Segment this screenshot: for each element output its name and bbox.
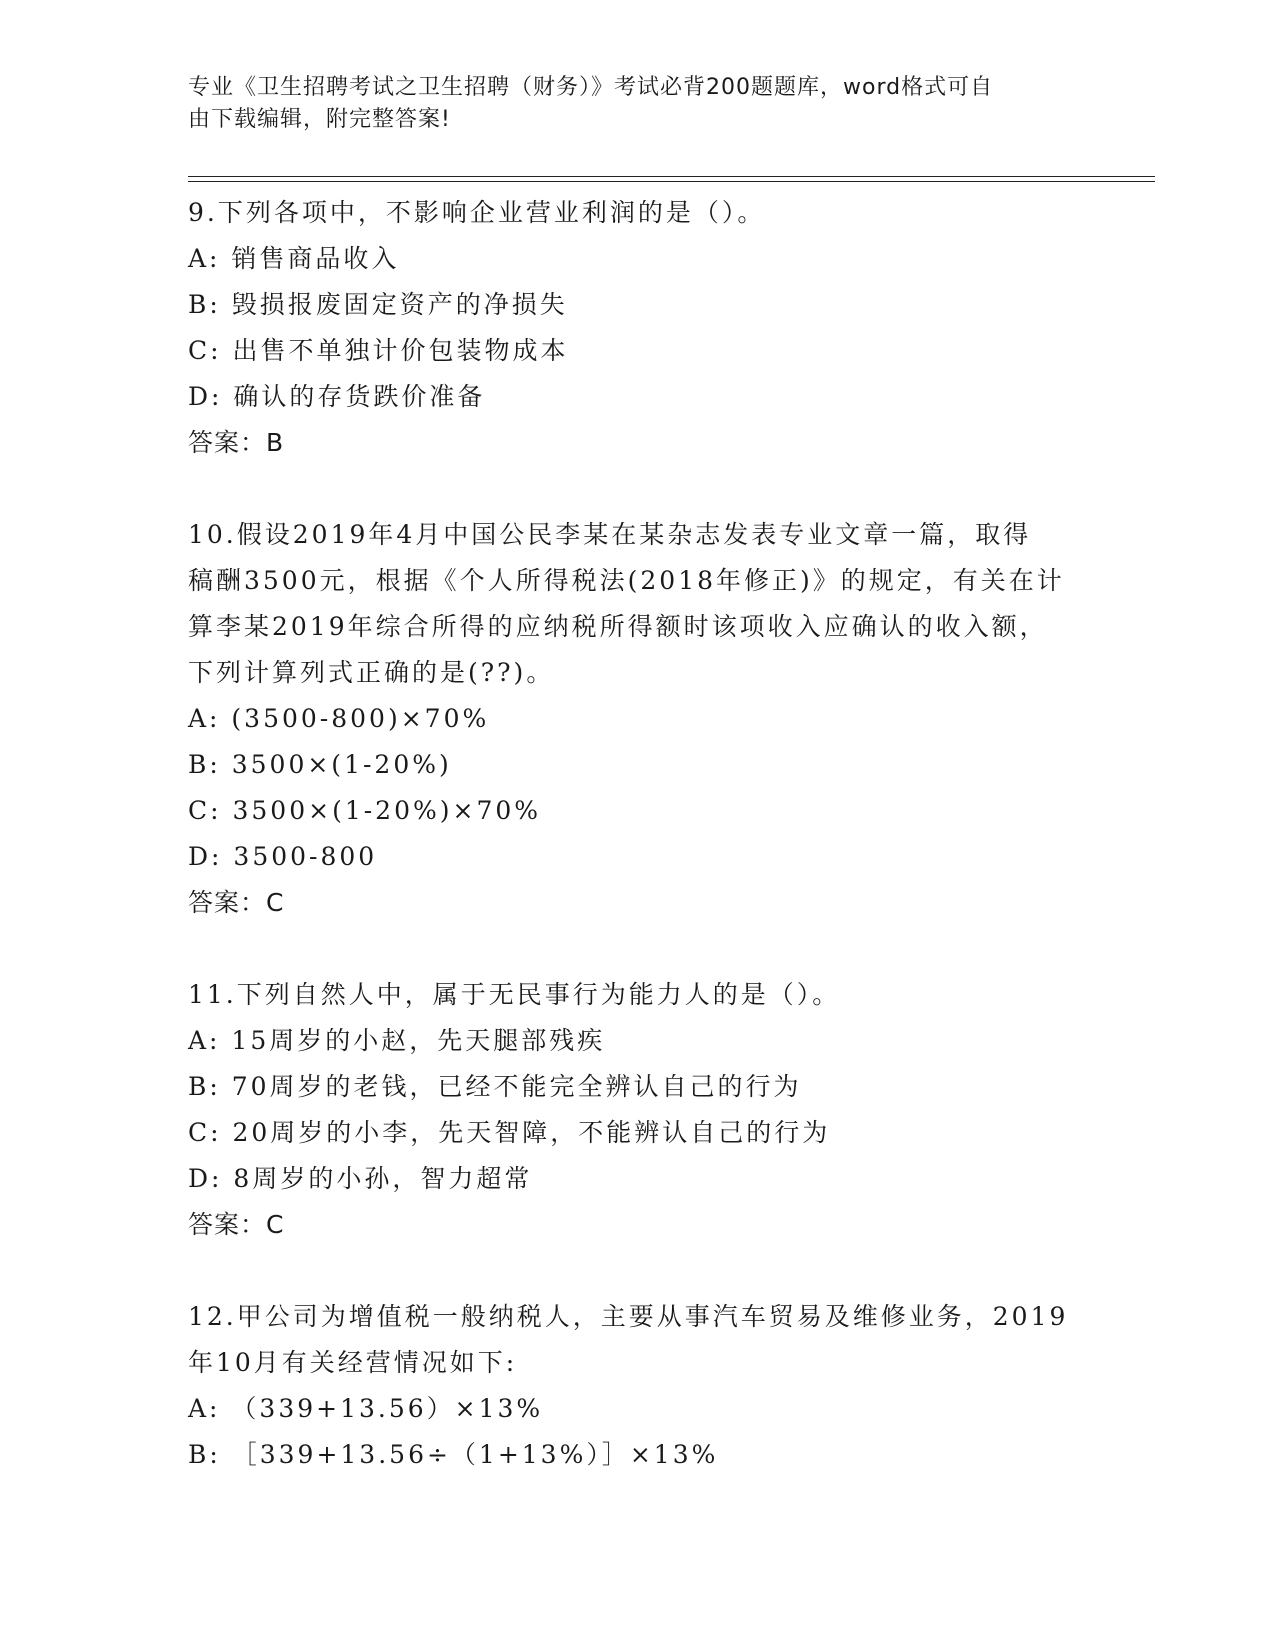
header-divider (188, 181, 1155, 182)
question-list (188, 190, 1088, 1478)
option-d: D: 8周岁的小孙，智力超常 (188, 1164, 533, 1193)
question-text: 年10月有关经营情况如下: (188, 1348, 518, 1377)
document-header (188, 72, 1088, 136)
answer: 答案：B (188, 428, 285, 457)
question-text: 10.假设2019年4月中国公民李某在某杂志发表专业文章一篇，取得 (188, 520, 1032, 549)
answer: 答案：C (188, 888, 285, 917)
question-text: 11.下列自然人中，属于无民事行为能力人的是（）。 (188, 980, 841, 1009)
question-text: 稿酬3500元，根据《个人所得税法(2018年修正)》的规定，有关在计 (188, 566, 1065, 595)
header-line: 专业《卫生招聘考试之卫生招聘（财务）》考试必背200题题库，word格式可自 (188, 75, 994, 100)
question-text: 12.甲公司为增值税一般纳税人，主要从事汽车贸易及维修业务，2019 (188, 1302, 1069, 1331)
option-c: C: 3500×(1-20%)×70% (188, 796, 542, 825)
question-10 (188, 512, 1088, 926)
question-spacer (188, 466, 1088, 512)
option-c: C: 20周岁的小李，先天智障，不能辨认自己的行为 (188, 1118, 831, 1147)
question-text: 下列计算列式正确的是(??)。 (188, 658, 555, 687)
header-divider (188, 176, 1155, 177)
question-spacer (188, 1248, 1088, 1294)
option-b: B: 70周岁的老钱，已经不能完全辨认自己的行为 (188, 1072, 802, 1101)
option-d: D: 3500-800 (188, 842, 378, 871)
question-text: 算李某2019年综合所得的应纳税所得额时该项收入应确认的收入额， (188, 612, 1048, 641)
question-9 (188, 190, 1088, 466)
question-text: 9.下列各项中，不影响企业营业利润的是（）。 (188, 198, 766, 227)
option-b: B: 毁损报废固定资产的净损失 (188, 290, 568, 319)
option-b: B: 3500×(1-20%) (188, 750, 452, 779)
option-b: B: ［339+13.56÷（1+13%）］×13% (188, 1440, 719, 1469)
answer: 答案：C (188, 1210, 285, 1239)
header-line: 由下载编辑，附完整答案! (188, 107, 451, 132)
question-12 (188, 1294, 1088, 1478)
option-c: C: 出售不单独计价包装物成本 (188, 336, 569, 365)
question-spacer (188, 926, 1088, 972)
option-a: A: 15周岁的小赵，先天腿部残疾 (188, 1026, 606, 1055)
option-a: A: 销售商品收入 (188, 244, 400, 273)
question-11 (188, 972, 1088, 1248)
option-d: D: 确认的存货跌价准备 (188, 382, 486, 411)
option-a: A: (3500-800)×70% (188, 704, 490, 733)
option-a: A: （339+13.56）×13% (188, 1394, 544, 1423)
